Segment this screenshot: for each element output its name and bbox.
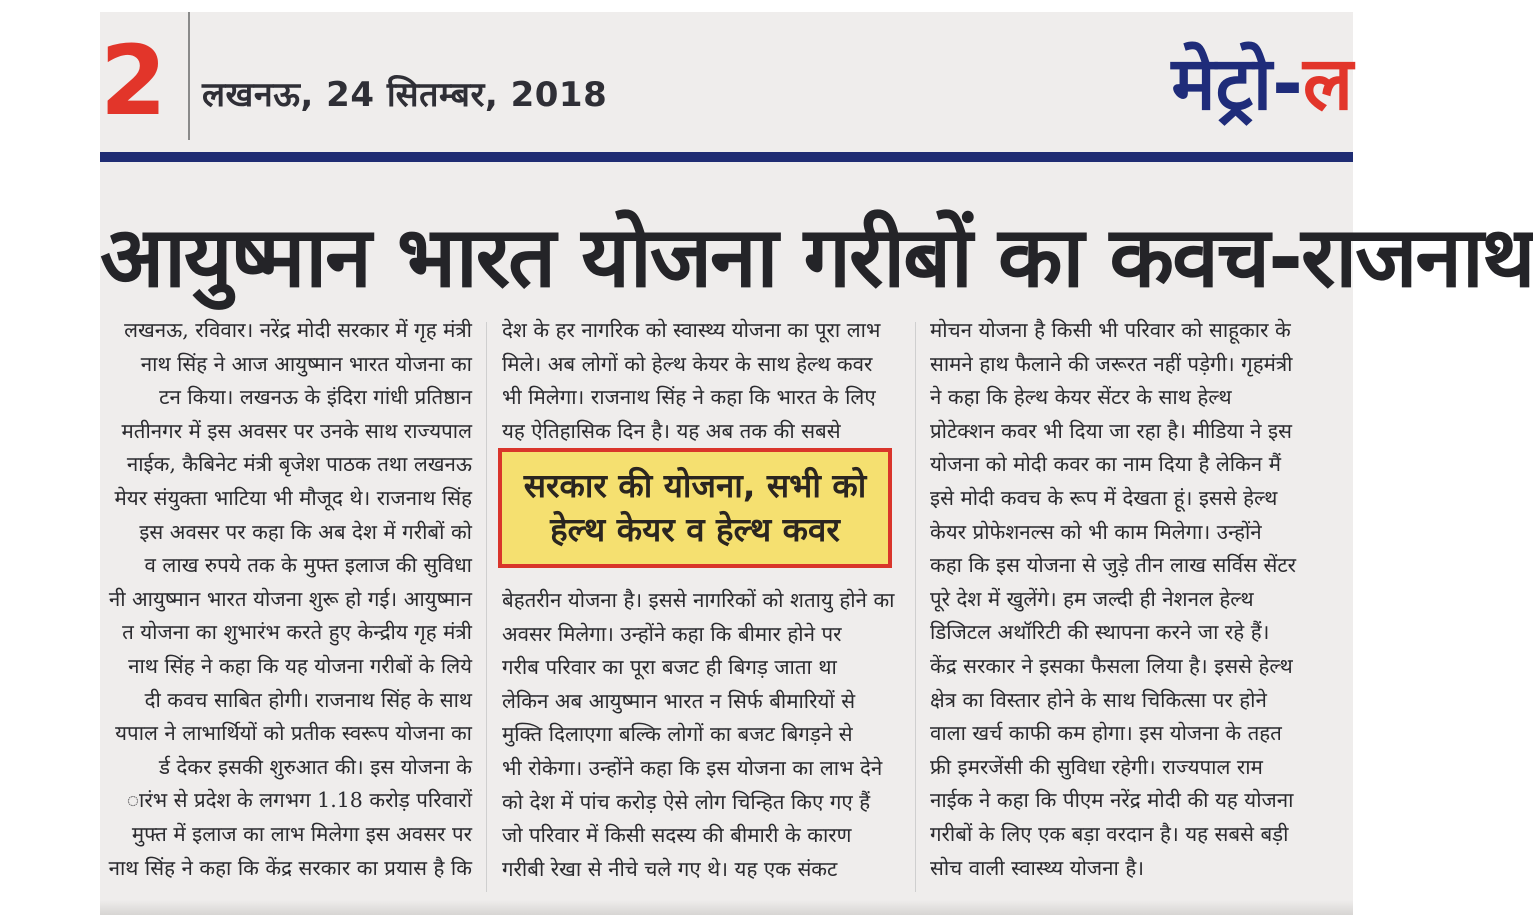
article-line-text: मुफ्त में इलाज का लाभ मिलेगा इस अवसर पर: [131, 821, 472, 846]
article-line: [100, 482, 472, 516]
section-brand: [1171, 34, 1353, 134]
article-line: पूरे देश में खुलेंगे। हम जल्दी ही नेशनल हेल्थ: [930, 586, 1254, 611]
article-line: प्रोटेक्शन कवर भी दिया जा रहा है। मीडिया ने इस: [930, 418, 1292, 443]
article-line-text: व लाख रुपये तक के मुफ्त इलाज की सुविधा: [144, 553, 472, 578]
article-line-text: र्ड देकर इसकी शुरुआत की। इस योजना के: [159, 754, 472, 779]
article-line: को देश में पांच करोड़ ऐसे लोग चिन्हित किए गए हैं: [502, 789, 871, 814]
article-line: कहा कि इस योजना से जुड़े तीन लाख सर्विस सेंटर: [930, 553, 1297, 578]
article-line: अवसर मिलेगा। उन्होंने कहा कि बीमार होने पर: [502, 621, 842, 646]
article-line-text: यपाल ने लाभार्थियों को प्रतीक स्वरूप योजना का: [115, 721, 472, 746]
article-line-text: टन किया। लखनऊ के इंदिरा गांधी प्रतिष्ठान: [159, 385, 472, 410]
article-line: [100, 448, 472, 482]
article-line: क्षेत्र का विस्तार होने के साथ चिकित्सा पर होने: [930, 687, 1267, 712]
article-line-text: इस अवसर पर कहा कि अब देश में गरीबों को: [139, 519, 472, 544]
article-line: [100, 583, 472, 617]
article-line-text: नाथ सिंह ने कहा कि यह योजना गरीबों के लिये: [128, 653, 472, 678]
article-line: फ्री इमरजेंसी की सुविधा रहेगी। राज्यपाल राम: [930, 754, 1263, 779]
article-line-text: नाईक, कैबिनेट मंत्री बृजेश पाठक तथा लखनऊ: [126, 452, 472, 477]
article-line: सामने हाथ फैलाने की जरूरत नहीं पड़ेगी। गृहमंत्री: [930, 351, 1293, 376]
article-line-text: नाथ सिंह ने आज आयुष्मान भारत योजना का: [140, 351, 472, 376]
article-line: भी रोकेगा। उन्होंने कहा कि इस योजना का लाभ देने: [502, 755, 883, 780]
article-line: बेहतरीन योजना है। इससे नागरिकों को शतायु होने का: [502, 588, 895, 612]
masthead-rule: [100, 152, 1353, 162]
article-line-text: लखनऊ, रविवार। नरेंद्र मोदी सरकार में गृह मंत्री: [124, 318, 472, 342]
dateline: लखनऊ, 24 सितम्बर, 2018: [202, 75, 608, 115]
article-line: भी मिलेगा। राजनाथ सिंह ने कहा कि भारत के लिए: [502, 385, 876, 410]
article-line-text: नाथ सिंह ने कहा कि केंद्र सरकार का प्रयास है कि: [108, 855, 472, 880]
article-line: मिले। अब लोगों को हेल्थ केयर के साथ हेल्थ कवर: [502, 351, 873, 376]
article-line-text: ारंभ से प्रदेश के लगभग 1.18 करोड़ परिवारों: [126, 788, 472, 813]
page-number: 2: [100, 25, 165, 137]
article-line: लेकिन अब आयुष्मान भारत न सिर्फ बीमारियों से: [502, 688, 856, 713]
article-line: डिजिटल अथॉरिटी की स्थापना करने जा रहे हैं।: [930, 620, 1270, 645]
clipping-bottom-edge: [100, 900, 1353, 915]
article-line: यह ऐतिहासिक दिन है। यह अब तक की सबसे: [502, 418, 841, 443]
article-line-text: दी कवच साबित होगी। राजनाथ सिंह के साथ: [144, 687, 472, 712]
pull-quote-box: [498, 448, 892, 568]
article-line: [100, 314, 472, 348]
brand-accent: ल: [1302, 41, 1353, 127]
column-divider: [915, 322, 916, 892]
article-line: [100, 684, 472, 718]
article-line: वाला खर्च काफी कम होगा। इस योजना के तहत: [930, 721, 1282, 746]
article-line: [100, 751, 472, 785]
article-line: [100, 549, 472, 583]
article-line: [100, 415, 472, 449]
brand-main: मेट्रो-: [1171, 41, 1303, 127]
article-line: [100, 818, 472, 852]
article-column-2-bottom: [502, 584, 902, 886]
masthead-divider: [188, 12, 190, 140]
article-line: [100, 616, 472, 650]
article-line: गरीबी रेखा से नीचे चले गए थे। यह एक संकट: [502, 856, 838, 881]
article-column-2-top: [502, 314, 902, 448]
article-line: ने कहा कि हेल्थ केयर सेंटर के साथ हेल्थ: [930, 385, 1232, 410]
article-line: [100, 381, 472, 415]
article-line: [100, 348, 472, 382]
article-column-1: [100, 314, 472, 885]
article-line-text: त योजना का शुभारंभ करते हुए केन्द्रीय गृह मंत्री: [122, 620, 472, 645]
article-line: योजना को मोदी कवर का नाम दिया है लेकिन मैं: [930, 452, 1281, 477]
headline: आयुष्मान भारत योजना गरीबों का कवच-राजनाथ: [100, 208, 1533, 306]
article-line: इसे मोदी कवच के रूप में देखता हूं। इससे हेल्थ: [930, 485, 1278, 510]
article-line: [100, 516, 472, 550]
article-line: सोच वाली स्वास्थ्य योजना है।: [930, 855, 1144, 880]
article-line: [100, 717, 472, 751]
pull-quote-line-1: सरकार की योजना, सभी को: [523, 466, 867, 505]
article-column-3: [930, 314, 1330, 885]
article-line: गरीब परिवार का पूरा बजट ही बिगड़ जाता था: [502, 655, 837, 680]
article-line: देश के हर नागरिक को स्वास्थ्य योजना का पूरा लाभ: [502, 318, 881, 342]
newspaper-clipping: [100, 12, 1533, 915]
article-line: मुक्ति दिलाएगा बल्कि लोगों का बजट बिगड़ने से: [502, 722, 853, 747]
article-line: मोचन योजना है किसी भी परिवार को साहूकार के: [930, 318, 1291, 342]
article-line: नाईक ने कहा कि पीएम नरेंद्र मोदी की यह योजना: [930, 788, 1294, 813]
article-line: [100, 784, 472, 818]
article-line: [100, 852, 472, 886]
article-line-text: मेयर संयुक्ता भाटिया भी मौजूद थे। राजनाथ सिंह: [114, 485, 472, 510]
article-line-text: मतीनगर में इस अवसर पर उनके साथ राज्यपाल: [121, 418, 472, 443]
column-divider: [486, 322, 487, 892]
article-line: गरीबों के लिए एक बड़ा वरदान है। यह सबसे बड़ी: [930, 821, 1289, 846]
article-line-text: नी आयुष्मान भारत योजना शुरू हो गई। आयुष्मान: [108, 586, 472, 611]
article-line: [100, 650, 472, 684]
pull-quote-line-2: हेल्थ केयर व हेल्थ कवर: [550, 510, 840, 549]
article-line: केयर प्रोफेशनल्स को भी काम मिलेगा। उन्होंने: [930, 519, 1262, 544]
article-line: केंद्र सरकार ने इसका फैसला लिया है। इससे हेल्थ: [930, 653, 1293, 678]
article-line: जो परिवार में किसी सदस्य की बीमारी के कारण: [502, 823, 852, 848]
